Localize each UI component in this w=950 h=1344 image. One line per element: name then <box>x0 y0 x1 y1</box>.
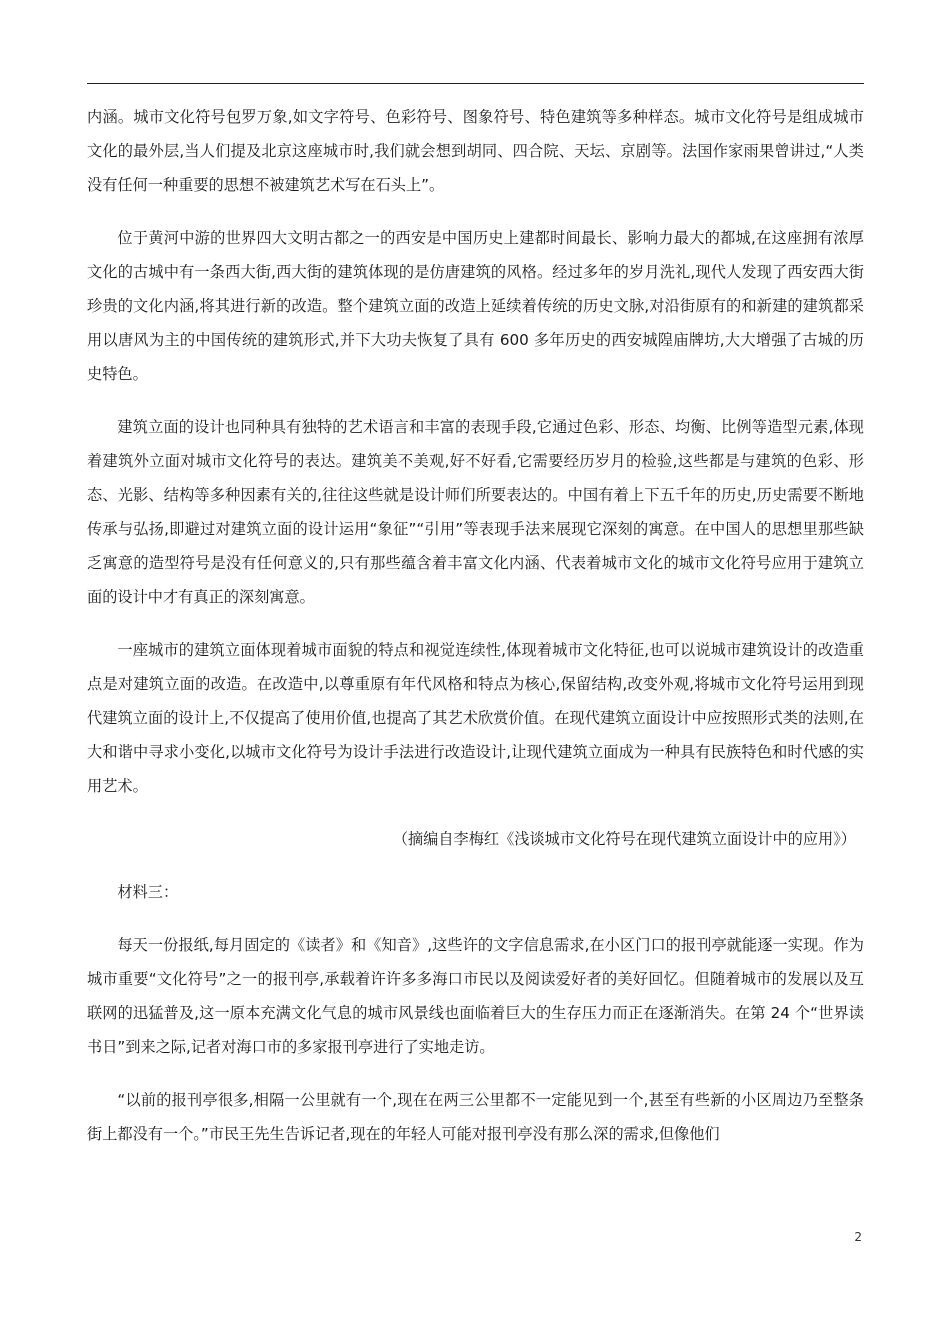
page-number: 2 <box>854 1230 862 1244</box>
source-citation: （摘编自李梅红《浅谈城市文化符号在现代建筑立面设计中的应用》） <box>392 830 856 848</box>
paragraph-4: 一座城市的建筑立面体现着城市面貌的特点和视觉连续性,体现着城市文化特征,也可以说城市建筑设计的改造重点是对建筑立面的改造。在改造中,以尊重原有年代风格和特点为核心,保留结构,改变外观,将城市文化符号运用到现代建筑立面的设计上,不仅提高了使用价值,也提高了其艺术欣赏价值。在现代建筑立面设计中应按照形式类的法则,在大和谐中寻求小变化,以城市文化符号为设计手法进行改造设计,让现代建筑立面成为一种具有民族特色和时代感的实用艺术。 <box>87 641 864 795</box>
material3-paragraph-2: “以前的报刊亭很多,相隔一公里就有一个,现在在两三公里都不一定能见到一个,甚至有些新的小区周边乃至整条街上都没有一个。”市民王先生告诉记者,现在的年轻人可能对报刊亭没有那么深的需求,但像他们 <box>87 1091 864 1143</box>
paragraph-2: 位于黄河中游的世界四大文明古都之一的西安是中国历史上建都时间最长、影响力最大的都城,在这座拥有浓厚文化的古城中有一条西大街,西大街的建筑体现的是仿唐建筑的风格。经过多年的岁月洗礼,现代人发现了西安西大街珍贵的文化内涵,将其进行新的改造。整个建筑立面的改造上延续着传统的历史文脉,对沿街原有的和新建的建筑都采用以唐风为主的中国传统的建筑形式,并下大功夫恢复了具有 600 多年历史的西安城隍庙牌坊,大大增强了古城的历史特色。 <box>87 229 864 383</box>
material3-paragraph-1: 每天一份报纸,每月固定的《读者》和《知音》,这些许的文字信息需求,在小区门口的报刊亭就能逐一实现。作为城市重要“文化符号”之一的报刊亭,承载着许许多多海口市民以及阅读爱好者的美好回忆。但随着城市的发展以及互联网的迅猛普及,这一原本充满文化气息的城市风景线也面临着巨大的生存压力而正在逐渐消失。在第 24 个“世界读书日”到来之际,记者对海口市的多家报刊亭进行了实地走访。 <box>87 936 864 1056</box>
document-body <box>87 100 864 1170</box>
paragraph-1: 内涵。城市文化符号包罗万象,如文字符号、色彩符号、图象符号、特色建筑等多种样态。城市文化符号是组成城市文化的最外层,当人们提及北京这座城市时,我们就会想到胡同、四合院、天坛、京剧等。法国作家雨果曾讲过,“人类没有任何一种重要的思想不被建筑艺术写在石头上”。 <box>87 108 864 194</box>
paragraph-3: 建筑立面的设计也同种具有独特的艺术语言和丰富的表现手段,它通过色彩、形态、均衡、比例等造型元素,体现着建筑外立面对城市文化符号的表达。建筑美不美观,好不好看,它需要经历岁月的检验,这些都是与建筑的色彩、形态、光影、结构等多种因素有关的,往往这些就是设计师们所要表达的。中国有着上下五千年的历史,历史需要不断地传承与弘扬,即避过对建筑立面的设计运用“象征”“引用”等表现手法来展现它深刻的寓意。在中国人的思想里那些缺乏寓意的造型符号是没有任何意义的,只有那些蕴含着丰富文化内涵、代表着城市文化的城市文化符号应用于建筑立面的设计中才有真正的深刻寓意。 <box>87 418 864 606</box>
header-rule <box>87 83 864 84</box>
material-label: 材料三： <box>117 883 179 901</box>
